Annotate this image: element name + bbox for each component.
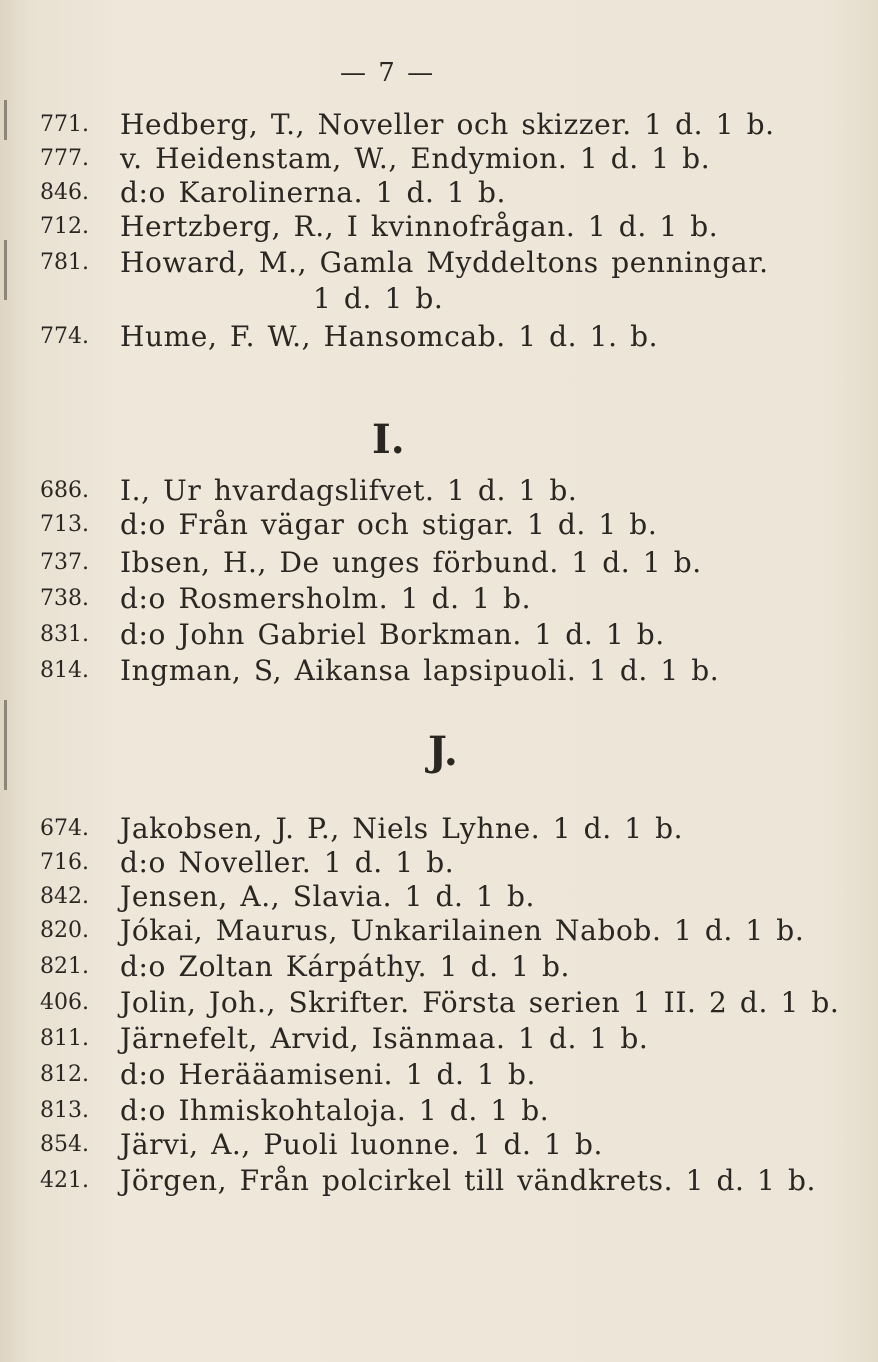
entry-number: 821. (40, 954, 89, 979)
entry-number: 777. (40, 146, 89, 171)
entry-text: d:o Herääamiseni. 1 d. 1 b. (120, 1058, 536, 1091)
entry-number: 820. (40, 918, 89, 943)
gutter-mark (4, 700, 7, 790)
entry-text: Jörgen, Från polcirkel till vändkrets. 1 d. 1 b. (120, 1164, 816, 1197)
entry-text: Howard, M., Gamla Myddeltons penningar. (120, 246, 769, 279)
entry-number: 814. (40, 658, 89, 683)
entry-text: Hedberg, T., Noveller och skizzer. 1 d. 1 b. (120, 108, 775, 141)
entry-text: Jolin, Joh., Skrifter. Första serien 1 II. 2 d. 1 b. (120, 986, 840, 1019)
entry-text: Jókai, Maurus, Unkarilainen Nabob. 1 d. 1 b. (120, 914, 805, 947)
entry-text: Ingman, S, Aikansa lapsipuoli. 1 d. 1 b. (120, 654, 720, 687)
entry-text: d:o Ihmiskohtaloja. 1 d. 1 b. (120, 1094, 550, 1127)
entry-number: 737. (40, 550, 89, 575)
entry-text: d:o Karolinerna. 1 d. 1 b. (120, 176, 506, 209)
entry-number: 738. (40, 586, 89, 611)
entry-text: v. Heidenstam, W., Endymion. 1 d. 1 b. (120, 142, 711, 175)
entry-text: Järnefelt, Arvid, Isänmaa. 1 d. 1 b. (120, 1022, 649, 1055)
page-number: — 7 — (340, 58, 436, 88)
entry-number: 813. (40, 1098, 89, 1123)
entry-text: 1 d. 1 b. (313, 282, 444, 315)
entry-number: 842. (40, 884, 89, 909)
entry-number: 406. (40, 990, 89, 1015)
entry-number: 716. (40, 850, 89, 875)
entry-number: 713. (40, 512, 89, 537)
entry-number: 712. (40, 214, 89, 239)
entry-number: 812. (40, 1062, 89, 1087)
entry-text: d:o Rosmersholm. 1 d. 1 b. (120, 582, 532, 615)
entry-number: 771. (40, 112, 89, 137)
entry-text: Jakobsen, J. P., Niels Lyhne. 1 d. 1 b. (120, 812, 684, 845)
entry-number: 686. (40, 478, 89, 503)
entry-text: Hume, F. W., Hansomcab. 1 d. 1. b. (120, 320, 659, 353)
entry-text: d:o John Gabriel Borkman. 1 d. 1 b. (120, 618, 665, 651)
entry-text: d:o Från vägar och stigar. 1 d. 1 b. (120, 508, 658, 541)
entry-number: 831. (40, 622, 89, 647)
entry-number: 421. (40, 1168, 89, 1193)
gutter-mark (4, 100, 7, 140)
entry-text: d:o Noveller. 1 d. 1 b. (120, 846, 455, 879)
entry-number: 811. (40, 1026, 89, 1051)
entry-text: Ibsen, H., De unges förbund. 1 d. 1 b. (120, 546, 702, 579)
entry-number: 854. (40, 1132, 89, 1157)
entry-number: 781. (40, 250, 89, 275)
entry-text: Jensen, A., Slavia. 1 d. 1 b. (120, 880, 535, 913)
section-heading-i: I. (372, 416, 405, 463)
entry-text: Järvi, A., Puoli luonne. 1 d. 1 b. (120, 1128, 604, 1161)
entry-number: 774. (40, 324, 89, 349)
entry-text: Hertzberg, R., I kvinnofrågan. 1 d. 1 b. (120, 210, 719, 243)
section-heading-j: J. (428, 728, 458, 775)
gutter-mark (4, 240, 7, 300)
entry-text: I., Ur hvardagslifvet. 1 d. 1 b. (120, 474, 578, 507)
entry-number: 846. (40, 180, 89, 205)
entry-number: 674. (40, 816, 89, 841)
entry-text: d:o Zoltan Kárpáthy. 1 d. 1 b. (120, 950, 571, 983)
